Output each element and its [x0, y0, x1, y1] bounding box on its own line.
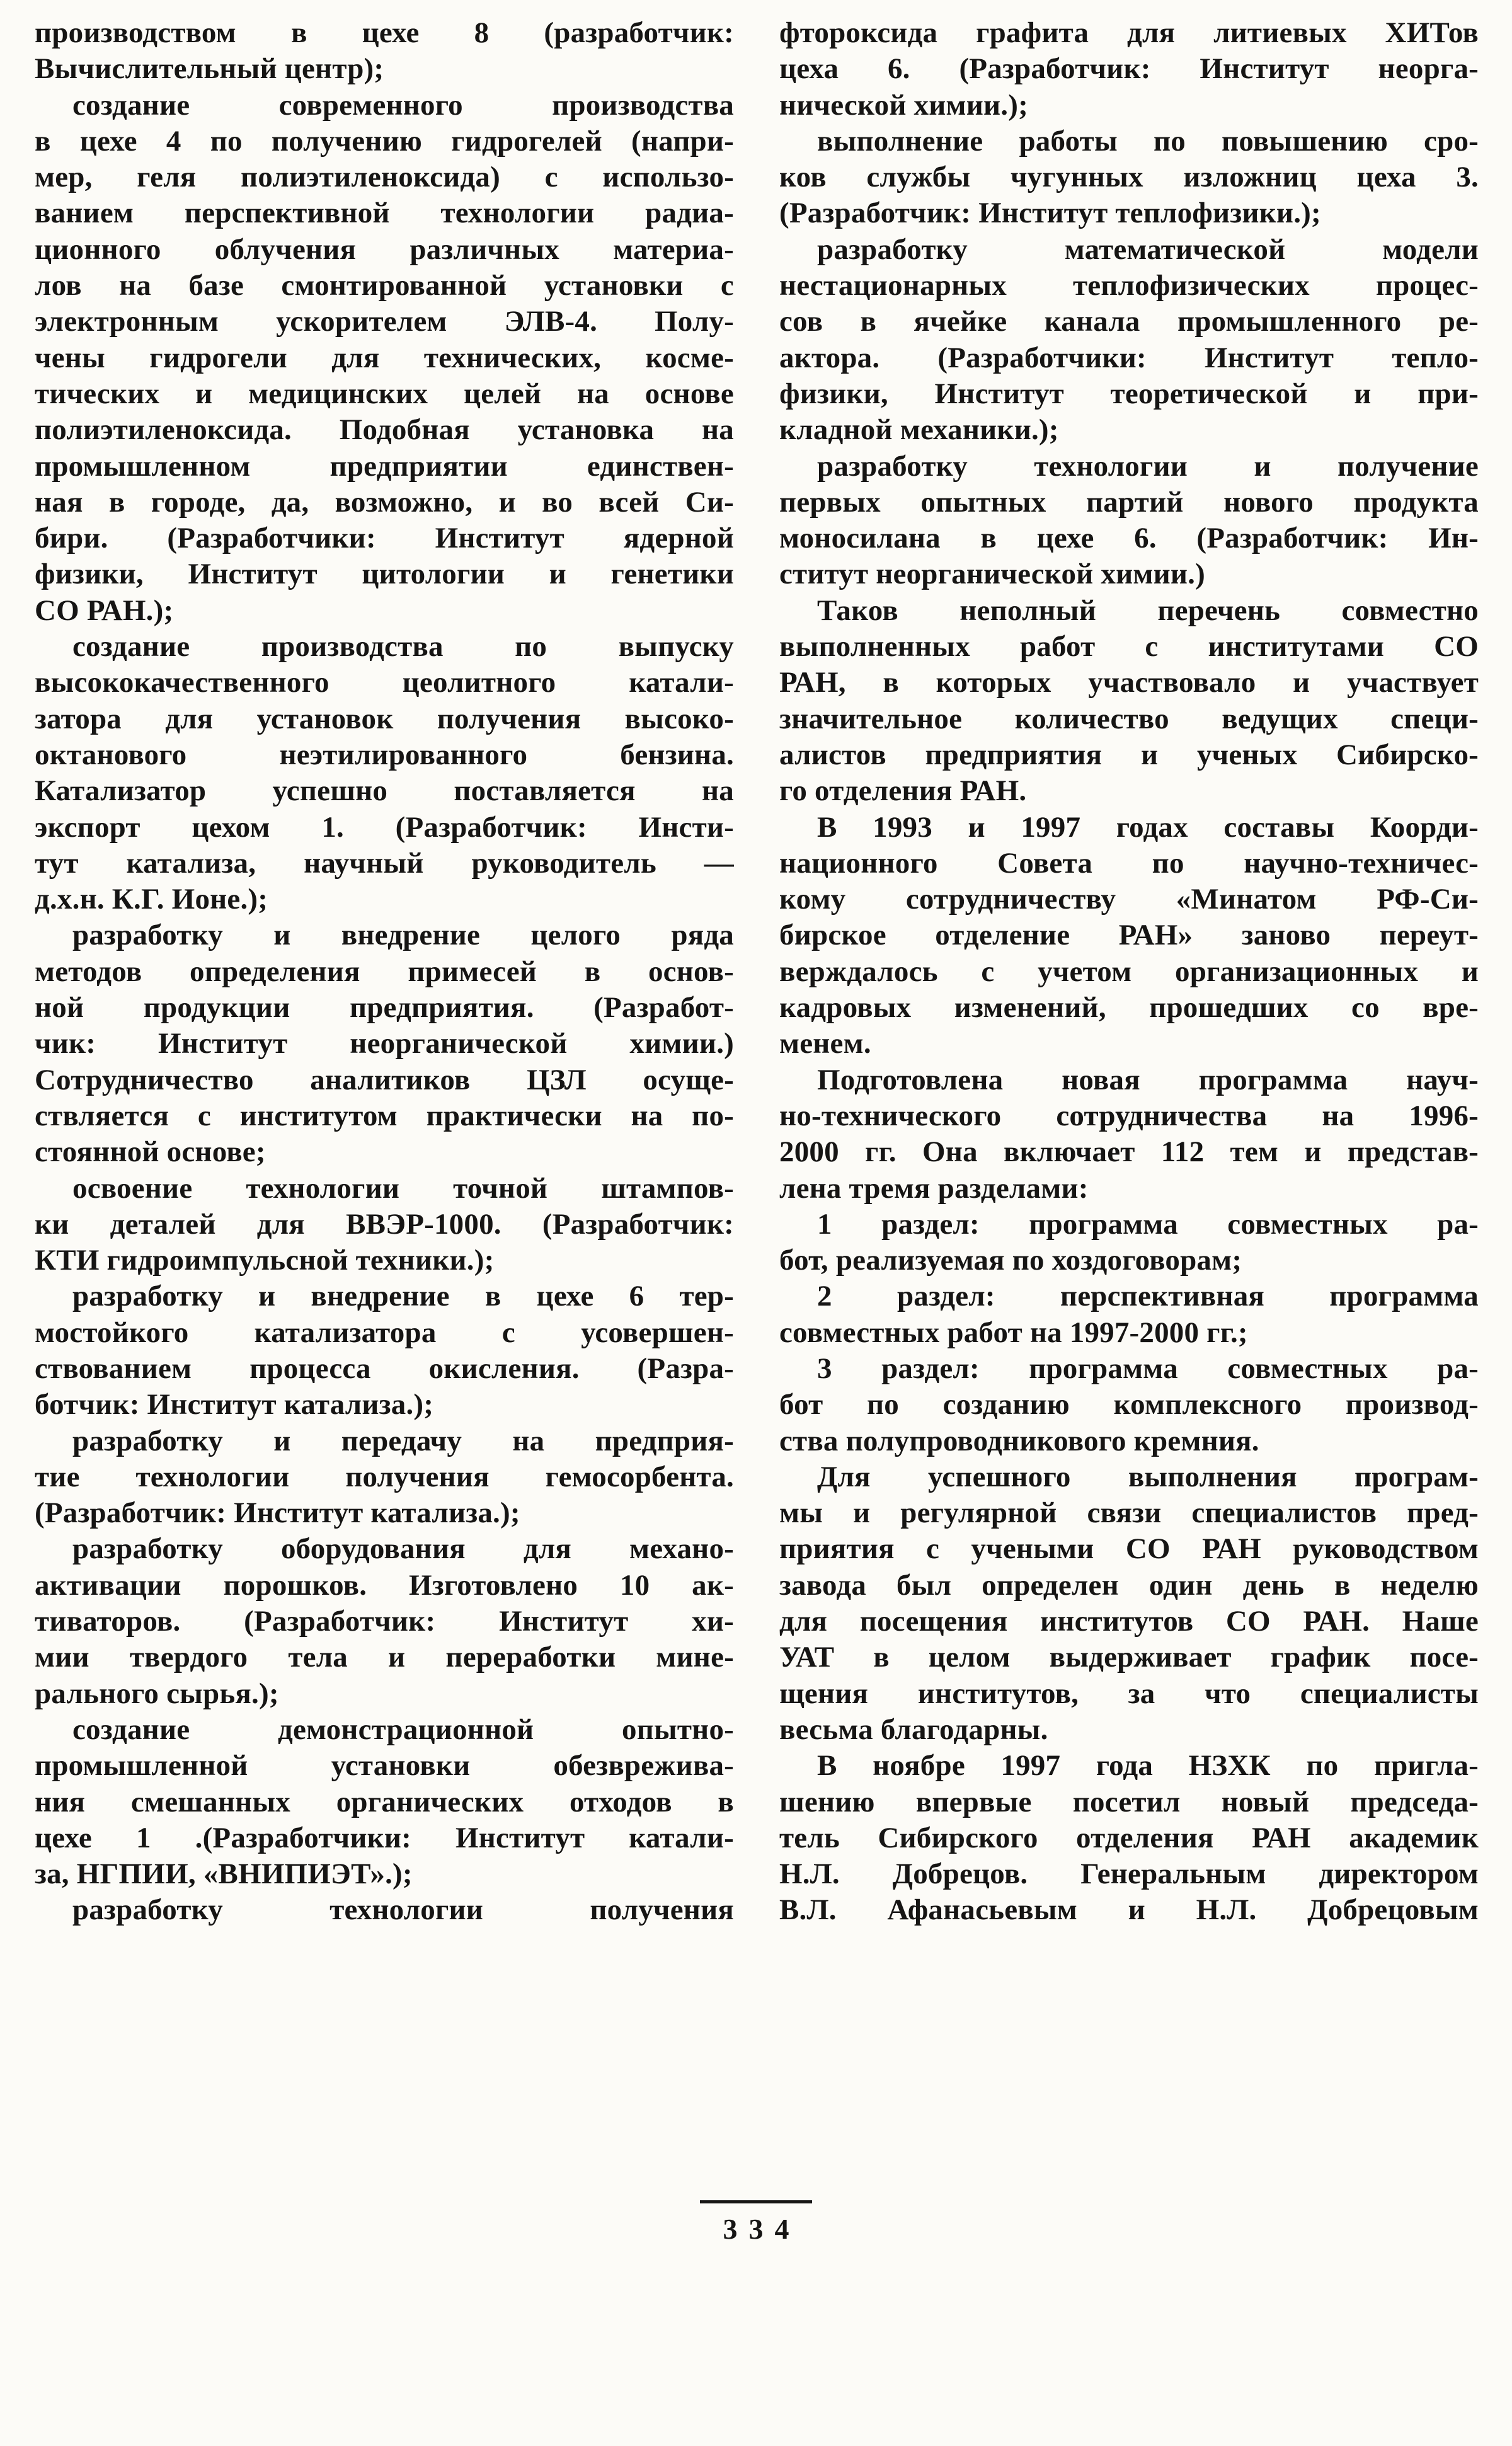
text-line: лена тремя разделами:	[779, 1171, 1089, 1205]
two-column-text-block	[35, 15, 1479, 1929]
text-line: нической химии.);	[779, 88, 1028, 122]
text-line: Вычислительный центр);	[35, 52, 384, 86]
text-line: бот, реализуемая по хоздоговорам;	[779, 1244, 1242, 1277]
text-line: выполненных работ с институтами СО	[779, 630, 1479, 663]
text-line: КТИ гидроимпульсной техники.);	[35, 1244, 495, 1277]
text-line: Катализатор успешно поставляется на	[35, 774, 734, 808]
text-line: цехе 1 .(Разработчики: Институт катали-	[35, 1821, 734, 1854]
text-line: ной продукции предприятия. (Разработ-	[35, 991, 734, 1025]
text-line: кадровых изменений, прошедших со вре-	[779, 991, 1479, 1025]
text-line: Сотрудничество аналитиков ЦЗЛ осуще-	[35, 1063, 734, 1096]
text-line: разработку технологии получения	[72, 1893, 734, 1927]
text-line: нестационарных теплофизических процес-	[779, 269, 1479, 302]
text-line: ститут неорганической химии.)	[779, 558, 1205, 591]
text-line: разработку оборудования для механо-	[72, 1532, 734, 1566]
text-line: менем.	[779, 1027, 871, 1060]
text-line: щения институтов, за что специалисты	[779, 1677, 1479, 1710]
text-line: 2 раздел: перспективная программа	[817, 1280, 1479, 1313]
text-line: стоянной основе;	[35, 1135, 266, 1169]
text-line: полиэтиленоксида. Подобная установка на	[35, 413, 734, 447]
text-line: завода был определен один день в неделю	[779, 1568, 1479, 1602]
text-line: приятия с учеными СО РАН руководством	[779, 1532, 1479, 1566]
text-line: ная в городе, да, возможно, и во всей Си-	[35, 485, 734, 519]
text-line: разработку и внедрение в цехе 6 тер-	[72, 1280, 734, 1313]
text-line: для посещения институтов СО РАН. Наше	[779, 1605, 1479, 1638]
text-line: ционного облучения различных материа-	[35, 233, 734, 266]
text-line: УАТ в целом выдерживает график посе-	[779, 1641, 1479, 1674]
text-line: в цехе 4 по получению гидрогелей (напри-	[35, 124, 734, 158]
text-line: физики, Институт теоретической и при-	[779, 377, 1479, 410]
text-line: В 1993 и 1997 годах составы Коорди-	[817, 810, 1479, 844]
text-line: создание демонстрационной опытно-	[72, 1713, 734, 1746]
text-column-left	[35, 15, 734, 1929]
text-line: тие технологии получения гемосорбента.	[35, 1460, 734, 1493]
text-line: промышленной установки обезврежива-	[35, 1749, 734, 1783]
text-line: ния смешанных органических отходов в	[35, 1785, 734, 1818]
text-line: Подготовлена новая программа науч-	[817, 1063, 1479, 1096]
text-line: Н.Л. Добрецов. Генеральным директором	[779, 1857, 1479, 1891]
text-line: тель Сибирского отделения РАН академик	[779, 1821, 1479, 1854]
text-line: затора для установок получения высоко-	[35, 702, 734, 735]
text-line: мии твердого тела и переработки мине-	[35, 1641, 734, 1674]
text-line: ствованием процесса окисления. (Разра-	[35, 1352, 734, 1385]
text-line: разработку математической модели	[817, 233, 1479, 266]
text-line: разработку и внедрение целого ряда	[72, 919, 734, 952]
text-line: ки деталей для ВВЭР-1000. (Разработчик:	[35, 1207, 734, 1241]
text-line: но-технического сотрудничества на 1996-	[779, 1099, 1479, 1132]
text-line: ванием перспективной технологии радиа-	[35, 197, 734, 230]
text-line: разработку и передачу на предприя-	[72, 1424, 734, 1457]
text-line: верждалось с учетом организационных и	[779, 955, 1479, 988]
text-line: фтороксида графита для литиевых ХИТов	[779, 16, 1479, 49]
text-line: рального сырья.);	[35, 1677, 279, 1710]
text-line: лов на базе смонтированной установки с	[35, 269, 734, 302]
text-line: тут катализа, научный руководитель —	[35, 846, 734, 880]
text-line: (Разработчик: Институт катализа.);	[35, 1496, 520, 1530]
text-line: Для успешного выполнения програм-	[817, 1460, 1479, 1493]
text-line: производством в цехе 8 (разработчик:	[35, 16, 734, 49]
text-line: электронным ускорителем ЭЛВ-4. Полу-	[35, 305, 734, 338]
text-line: промышленном предприятии единствен-	[35, 449, 734, 483]
text-line: освоение технологии точной штампов-	[72, 1171, 734, 1205]
text-line: значительное количество ведущих специ-	[779, 702, 1479, 735]
text-line: физики, Институт цитологии и генетики	[35, 558, 734, 591]
text-line: ствляется с институтом практически на по-	[35, 1099, 734, 1132]
text-line: бот по созданию комплексного производ-	[779, 1388, 1479, 1421]
text-line: В.Л. Афанасьевым и Н.Л. Добрецовым	[779, 1893, 1479, 1927]
text-line: мостойкого катализатора с усовершен-	[35, 1316, 734, 1349]
page-number: 334	[723, 2213, 801, 2245]
text-line: первых опытных партий нового продукта	[779, 485, 1479, 519]
text-line: мы и регулярной связи специалистов пред-	[779, 1496, 1479, 1530]
text-line: тических и медицинских целей на основе	[35, 377, 734, 410]
text-line: В ноябре 1997 года НЗХК по пригла-	[817, 1749, 1479, 1783]
text-line: 3 раздел: программа совместных ра-	[817, 1352, 1479, 1385]
text-line: методов определения примесей в основ-	[35, 955, 734, 988]
page-footer	[0, 2200, 1512, 2246]
text-line: тиваторов. (Разработчик: Институт хи-	[35, 1605, 734, 1638]
text-line: бири. (Разработчики: Институт ядерной	[35, 522, 734, 555]
text-line: сов в ячейке канала промышленного ре-	[779, 305, 1479, 338]
text-line: го отделения РАН.	[779, 774, 1027, 808]
text-line: Таков неполный перечень совместно	[817, 594, 1479, 627]
text-line: за, НГПИИ, «ВНИПИЭТ».);	[35, 1857, 413, 1891]
text-line: (Разработчик: Институт теплофизики.);	[779, 197, 1321, 230]
text-line: совместных работ на 1997-2000 гг.;	[779, 1316, 1248, 1349]
text-line: алистов предприятия и ученых Сибирско-	[779, 738, 1479, 771]
text-line: национного Совета по научно-техничес-	[779, 846, 1479, 880]
text-line: СО РАН.);	[35, 594, 174, 627]
text-column-right	[779, 15, 1479, 1929]
text-line: РАН, в которых участвовало и участвует	[779, 666, 1479, 699]
text-line: чик: Институт неорганической химии.)	[35, 1027, 734, 1060]
text-line: весьма благодарны.	[779, 1713, 1048, 1746]
text-line: создание производства по выпуску	[72, 630, 734, 663]
text-line: выполнение работы по повышению сро-	[817, 124, 1479, 158]
footer-rule	[700, 2200, 812, 2203]
text-line: шению впервые посетил новый председа-	[779, 1785, 1479, 1818]
page-number-block	[700, 2200, 812, 2246]
text-line: октанового неэтилированного бензина.	[35, 738, 734, 771]
text-line: моносилана в цехе 6. (Разработчик: Ин-	[779, 522, 1479, 555]
text-line: д.х.н. К.Г. Ионе.);	[35, 883, 268, 916]
text-line: кому сотрудничеству «Минатом РФ-Си-	[779, 883, 1479, 916]
text-line: мер, геля полиэтиленоксида) с использо-	[35, 161, 734, 194]
text-line: разработку технологии и получение	[817, 449, 1479, 483]
text-line: бирское отделение РАН» заново переут-	[779, 919, 1479, 952]
text-line: чены гидрогели для технических, косме-	[35, 341, 734, 374]
text-line: активации порошков. Изготовлено 10 ак-	[35, 1568, 734, 1602]
text-line: экспорт цехом 1. (Разработчик: Инсти-	[35, 810, 734, 844]
text-line: актора. (Разработчики: Институт тепло-	[779, 341, 1479, 374]
text-line: создание современного производства	[72, 88, 734, 122]
text-line: ства полупроводникового кремния.	[779, 1424, 1259, 1457]
text-line: кладной механики.);	[779, 413, 1059, 447]
text-line: 2000 гг. Она включает 112 тем и представ-	[779, 1135, 1479, 1169]
text-line: 1 раздел: программа совместных ра-	[817, 1207, 1479, 1241]
text-line: ков службы чугунных изложниц цеха 3.	[779, 161, 1479, 194]
text-line: высококачественного цеолитного катали-	[35, 666, 734, 699]
text-line: цеха 6. (Разработчик: Институт неорга-	[779, 52, 1479, 86]
text-line: ботчик: Институт катализа.);	[35, 1388, 434, 1421]
